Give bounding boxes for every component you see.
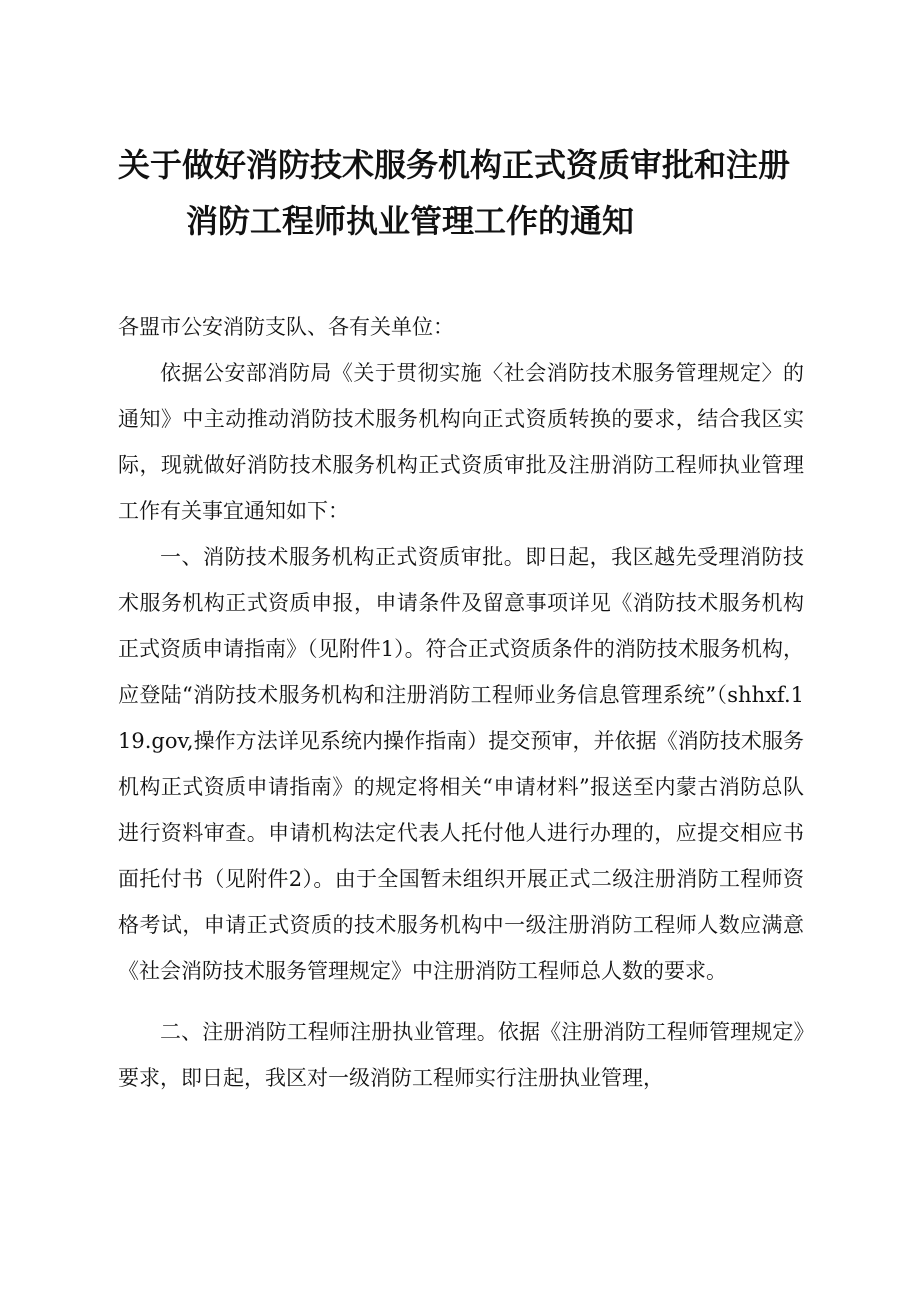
paragraph-intro: 依据公安部消防局《关于贯彻实施〈社会消防技术服务管理规定〉的通知》中主动推动消防技术服务机构向正式资质转换的要求，结合我区实际，现就做好消防技术服务机构正式资质审批及注册消防工程师执业管理工作有关事宜通知如下： bbox=[118, 361, 804, 523]
paragraph-section-1: 一、消防技术服务机构正式资质审批。即日起，我区越先受理消防技术服务机构正式资质申报，申请条件及留意事项详见《消防技术服务机构正式资质申请指南》（见附件1）。符合正式资质条件的消防技术服务机构，应登陆“消防技术服务机构和注册消防工程师业务信息管理系统”（shhxf.119.gov,操作方法详见系统内操作指南）提交预审，并依据《消防技术服务机构正式资质申请指南》的规定将相关“申请材料”报送至内蒙古消防总队进行资料审查。申请机构法定代表人托付他人进行办理的，应提交相应书面托付书（见附件2）。由于全国暂未组织开展正式二级注册消防工程师资格考试，申请正式资质的技术服务机构中一级注册消防工程师人数应满意《社会消防技术服务管理规定》中注册消防工程师总人数的要求。 bbox=[118, 545, 804, 983]
salutation: 各盟市公安消防支队、各有关单位： bbox=[118, 315, 454, 339]
document-title-line-2: 消防工程师执业管理工作的通知 bbox=[186, 202, 635, 240]
document-title-line-1: 关于做好消防技术服务机构正式资质审批和注册 bbox=[118, 146, 791, 184]
document-body bbox=[118, 304, 804, 1101]
paragraph-section-2: 二、注册消防工程师注册执业管理。依据《注册消防工程师管理规定》要求，即日起，我区对一级消防工程师实行注册执业管理， bbox=[118, 1020, 804, 1090]
